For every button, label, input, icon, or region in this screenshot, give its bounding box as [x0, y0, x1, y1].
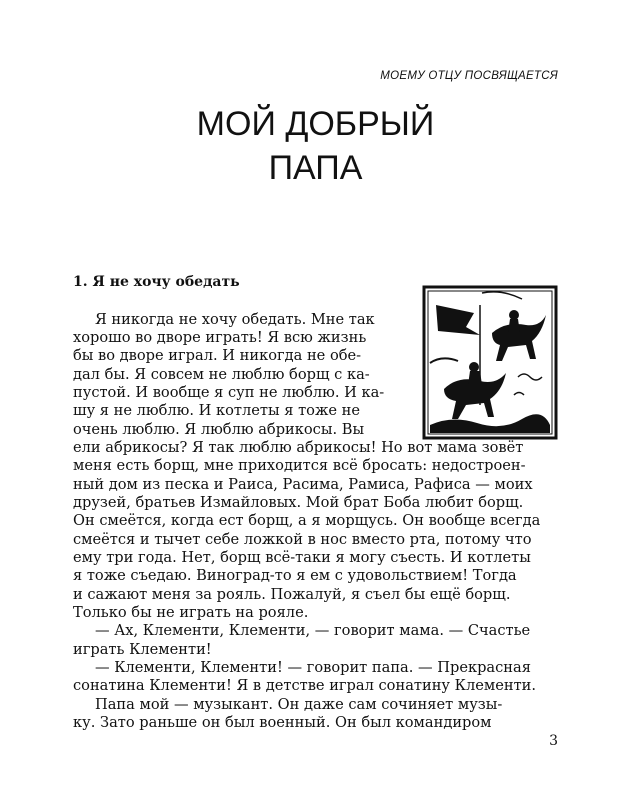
chapter-heading: 1. Я не хочу обедать	[73, 274, 240, 290]
page-title	[0, 102, 631, 190]
text-line-block	[73, 531, 559, 549]
text-line: и сажают меня за рояль. Пожалуй, я съел бы ещё борщ.	[73, 586, 511, 603]
text-line-block	[73, 457, 559, 475]
text-line: сонатина Клементи! Я в детстве играл сонатину Клементи.	[73, 677, 537, 694]
text-line: пустой. И вообще я суп не люблю. И ка-	[73, 384, 385, 401]
page-number: 3	[549, 733, 558, 749]
text-line: меня есть борщ, мне приходится всё бросать: недостроен-	[73, 457, 526, 474]
text-line: Папа мой — музыкант. Он даже сам сочиняет музы-	[95, 696, 503, 713]
text-line-block	[73, 567, 559, 585]
text-line-block	[73, 421, 407, 439]
title-line-2: ПАПА	[268, 149, 363, 187]
text-line: я тоже съедаю. Виноград-то я ем с удовольствием! Тогда	[73, 567, 517, 584]
text-line: ему три года. Нет, борщ всё-таки я могу съесть. И котлеты	[73, 549, 531, 566]
text-line: друзей, братьев Измайловых. Мой брат Боба любит борщ.	[73, 494, 524, 511]
text-line: — Ах, Клементи, Клементи, — говорит мама. — Счастье	[95, 622, 531, 639]
text-line-block	[73, 402, 407, 420]
text-line-block	[73, 512, 559, 530]
title-line-1: МОЙ ДОБРЫЙ	[196, 105, 435, 143]
text-line: играть Клементи!	[73, 641, 212, 658]
text-line: шу я не люблю. И котлеты я тоже не	[73, 402, 361, 419]
text-line: ный дом из песка и Раиса, Расима, Рамиса, Рафиса — моих	[73, 476, 533, 493]
text-line-block	[73, 696, 559, 714]
text-line-block	[73, 659, 559, 677]
text-line-block	[73, 494, 559, 512]
text-line-block	[73, 622, 559, 640]
text-line-block	[73, 586, 559, 604]
text-line: ку. Зато раньше он был военный. Он был командиром	[73, 714, 492, 731]
text-line: смеётся и тычет себе ложкой в нос вместо рта, потому что	[73, 531, 532, 548]
text-line: Только бы не играть на рояле.	[73, 604, 309, 621]
text-line-block	[73, 366, 407, 384]
text-line: Он смеётся, когда ест борщ, а я морщусь. Он вообще всегда	[73, 512, 541, 529]
text-line: ели абрикосы? Я так люблю абрикосы! Но вот мама зовёт	[73, 439, 524, 456]
text-line: очень люблю. Я люблю абрикосы. Вы	[73, 421, 365, 438]
text-line: хорошо во дворе играть! Я всю жизнь	[73, 329, 367, 346]
text-line-block	[73, 329, 407, 347]
text-line-block	[73, 549, 559, 567]
text-line-block	[73, 714, 559, 732]
text-line-block	[73, 604, 559, 622]
text-line: дал бы. Я совсем не люблю борщ с ка-	[73, 366, 370, 383]
text-line: Я никогда не хочу обедать. Мне так	[95, 311, 375, 328]
text-line: бы во дворе играл. И никогда не обе-	[73, 347, 362, 364]
paragraph-narrow-1	[73, 311, 407, 329]
text-line-block	[73, 384, 407, 402]
text-line-block	[73, 439, 559, 457]
text-line: — Клементи, Клементи! — говорит папа. — Прекрасная	[95, 659, 531, 676]
dedication: МОЕМУ ОТЦУ ПОСВЯЩАЕТСЯ	[380, 70, 558, 82]
text-line-block	[73, 677, 559, 695]
text-line-block	[73, 641, 559, 659]
horsemen-illustration	[422, 285, 558, 440]
text-line-block	[73, 347, 407, 365]
text-line-block	[73, 476, 559, 494]
